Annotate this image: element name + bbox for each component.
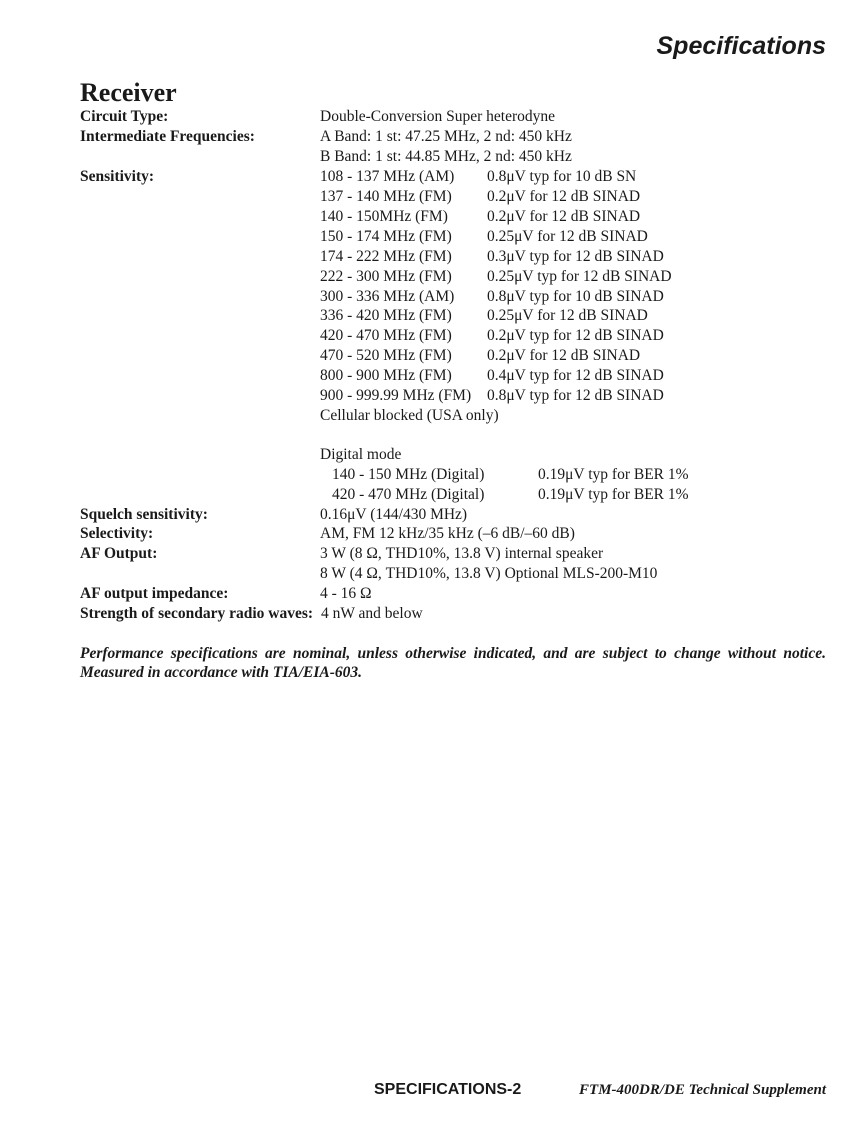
sensitivity-range: 300 - 336 MHz (AM): [320, 288, 455, 305]
sensitivity-range: 140 - 150MHz (FM): [320, 208, 448, 225]
spec-label: Intermediate Frequencies:: [80, 128, 255, 145]
sensitivity-range: 470 - 520 MHz (FM): [320, 347, 452, 364]
spec-value: 3 W (8 Ω, THD10%, 13.8 V) internal speaker: [320, 545, 604, 562]
sensitivity-value: 0.4μV typ for 12 dB SINAD: [487, 367, 664, 384]
spec-row-secondary-waves: [80, 604, 423, 624]
spec-value: AM, FM 12 kHz/35 kHz (–6 dB/–60 dB): [320, 525, 575, 542]
sensitivity-range: 137 - 140 MHz (FM): [320, 188, 452, 205]
spec-label: Circuit Type:: [80, 108, 169, 125]
sensitivity-value: 0.2μV for 12 dB SINAD: [487, 208, 641, 225]
sensitivity-value: 0.2μV for 12 dB SINAD: [487, 188, 641, 205]
spec-label: Strength of secondary radio waves:: [80, 605, 314, 622]
sensitivity-value: 0.2μV for 12 dB SINAD: [487, 347, 641, 364]
sensitivity-range: 900 - 999.99 MHz (FM): [320, 387, 472, 404]
sensitivity-value: 0.8μV typ for 10 dB SN: [487, 168, 637, 185]
spec-value: B Band: 1 st: 44.85 MHz, 2 nd: 450 kHz: [320, 148, 572, 165]
sensitivity-value: 0.8μV typ for 12 dB SINAD: [487, 387, 664, 404]
sensitivity-value: 0.8μV typ for 10 dB SINAD: [487, 288, 664, 305]
spec-label: Sensitivity:: [80, 168, 155, 185]
sensitivity-value: 0.25μV typ for 12 dB SINAD: [487, 268, 672, 285]
sensitivity-range: 222 - 300 MHz (FM): [320, 268, 452, 285]
cellular-note: Cellular blocked (USA only): [320, 407, 499, 424]
sensitivity-value: 0.25μV for 12 dB SINAD: [487, 228, 648, 245]
sensitivity-range: 420 - 470 MHz (FM): [320, 327, 452, 344]
digital-range: 140 - 150 MHz (Digital): [332, 466, 485, 483]
digital-range: 420 - 470 MHz (Digital): [332, 486, 485, 503]
spec-value: Double-Conversion Super heterodyne: [320, 108, 556, 125]
digital-mode-heading: Digital mode: [320, 446, 402, 463]
digital-value: 0.19μV typ for BER 1%: [538, 486, 689, 503]
sensitivity-range: 336 - 420 MHz (FM): [320, 307, 452, 324]
sensitivity-range: 800 - 900 MHz (FM): [320, 367, 452, 384]
performance-note: Performance specifications are nominal, unless otherwise indicated, and are subject to change without notice. Measured in accordance with TIA/EIA-603.: [80, 645, 826, 681]
sensitivity-value: 0.3μV typ for 12 dB SINAD: [487, 248, 664, 265]
sensitivity-range: 108 - 137 MHz (AM): [320, 168, 455, 185]
spec-value: A Band: 1 st: 47.25 MHz, 2 nd: 450 kHz: [320, 128, 572, 145]
footer-page-label: SPECIFICATIONS-2: [374, 1081, 522, 1098]
spec-label: Squelch sensitivity:: [80, 506, 208, 523]
spec-value: 4 nW and below: [320, 605, 423, 622]
spec-label: Selectivity:: [80, 525, 154, 542]
sensitivity-value: 0.2μV typ for 12 dB SINAD: [487, 327, 664, 344]
spec-label: AF output impedance:: [80, 585, 229, 602]
spec-value: 0.16μV (144/430 MHz): [320, 506, 468, 523]
spec-value: 4 - 16 Ω: [320, 585, 372, 602]
spec-value: 8 W (4 Ω, THD10%, 13.8 V) Optional MLS-200-M10: [320, 565, 658, 582]
sensitivity-range: 174 - 222 MHz (FM): [320, 248, 452, 265]
digital-value: 0.19μV typ for BER 1%: [538, 466, 689, 483]
spec-label: AF Output:: [80, 545, 158, 562]
footer-document-title: FTM-400DR/DE Technical Supplement: [579, 1082, 826, 1098]
page-header-title: Specifications: [656, 32, 826, 60]
section-title: Receiver: [80, 78, 177, 107]
sensitivity-range: 150 - 174 MHz (FM): [320, 228, 452, 245]
sensitivity-value: 0.25μV for 12 dB SINAD: [487, 307, 648, 324]
